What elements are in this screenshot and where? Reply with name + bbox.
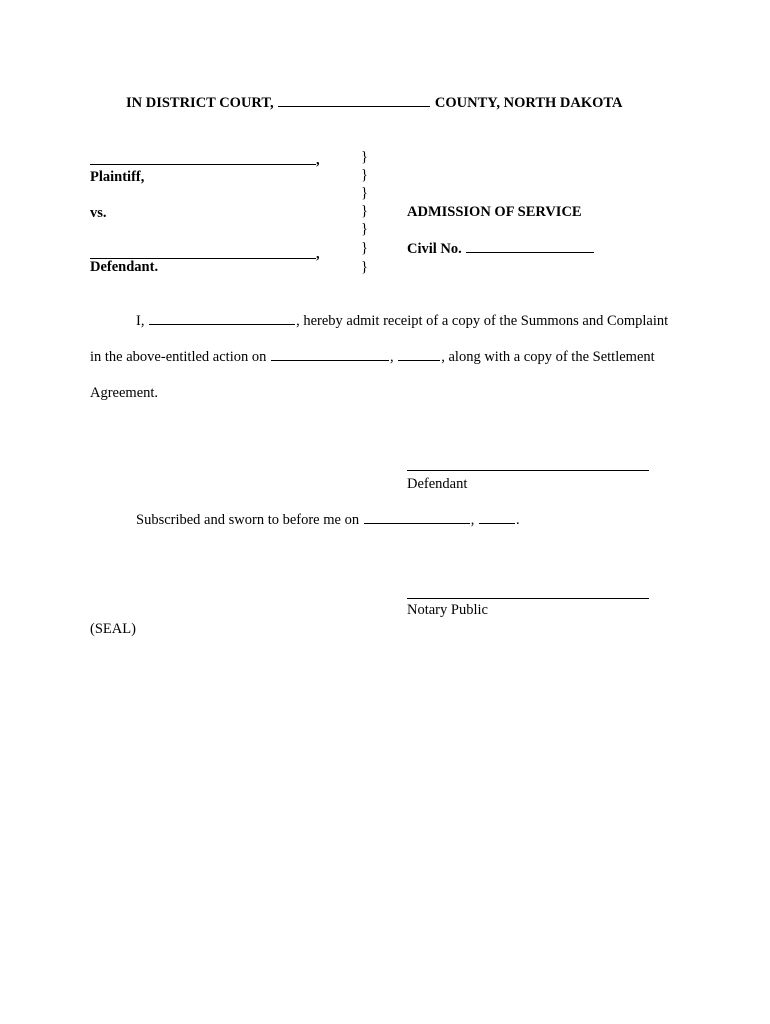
- sworn-prefix: Subscribed and sworn to before me on: [136, 512, 360, 528]
- sworn-date-blank[interactable]: [364, 522, 470, 524]
- defendant-signature-line[interactable]: [407, 470, 649, 471]
- plaintiff-name-line[interactable]: [90, 164, 316, 165]
- caption-bracket: }: [361, 167, 368, 183]
- body-line-1: [136, 314, 668, 329]
- name-blank[interactable]: [149, 323, 295, 325]
- plaintiff-label: Plaintiff,: [90, 169, 145, 185]
- court-header-suffix: COUNTY, NORTH DAKOTA: [434, 95, 623, 111]
- body-line-2-comma: ,: [389, 349, 394, 365]
- plaintiff-comma: ,: [316, 152, 320, 168]
- caption-bracket: }: [361, 185, 368, 201]
- notary-signature-line[interactable]: [407, 598, 649, 599]
- vs-label: vs.: [90, 205, 107, 221]
- caption-bracket: }: [361, 221, 368, 237]
- receipt-year-blank[interactable]: [398, 359, 440, 361]
- caption-bracket: }: [361, 203, 368, 219]
- sworn-year-blank[interactable]: [479, 522, 515, 524]
- body-line-1-suffix: , hereby admit receipt of a copy of the Summons and Complaint: [296, 313, 669, 329]
- civil-no-label: Civil No.: [407, 241, 462, 257]
- body-line-3: Agreement.: [90, 385, 159, 401]
- defendant-label: Defendant.: [90, 259, 159, 275]
- sworn-end: .: [515, 512, 520, 528]
- body-line-1-prefix: I,: [136, 313, 145, 329]
- caption-bracket: }: [361, 149, 368, 165]
- notary-public-label: Notary Public: [407, 602, 488, 618]
- civil-no: [407, 242, 595, 257]
- defendant-comma: ,: [316, 246, 320, 262]
- receipt-date-blank[interactable]: [271, 359, 389, 361]
- defendant-signature-label: Defendant: [407, 476, 468, 492]
- court-header: [126, 96, 622, 111]
- document-title: ADMISSION OF SERVICE: [407, 204, 582, 220]
- body-line-2: [90, 350, 655, 365]
- sworn-comma: ,: [470, 512, 475, 528]
- sworn-line: [136, 513, 520, 528]
- court-header-prefix: IN DISTRICT COURT,: [126, 95, 274, 111]
- county-blank[interactable]: [278, 105, 430, 107]
- caption-bracket: }: [361, 259, 368, 275]
- body-line-2-prefix: in the above-entitled action on: [90, 349, 267, 365]
- caption-bracket: }: [361, 240, 368, 256]
- seal-label: (SEAL): [90, 621, 136, 637]
- body-line-2-suffix: , along with a copy of the Settlement: [441, 349, 655, 365]
- civil-no-blank[interactable]: [466, 251, 594, 253]
